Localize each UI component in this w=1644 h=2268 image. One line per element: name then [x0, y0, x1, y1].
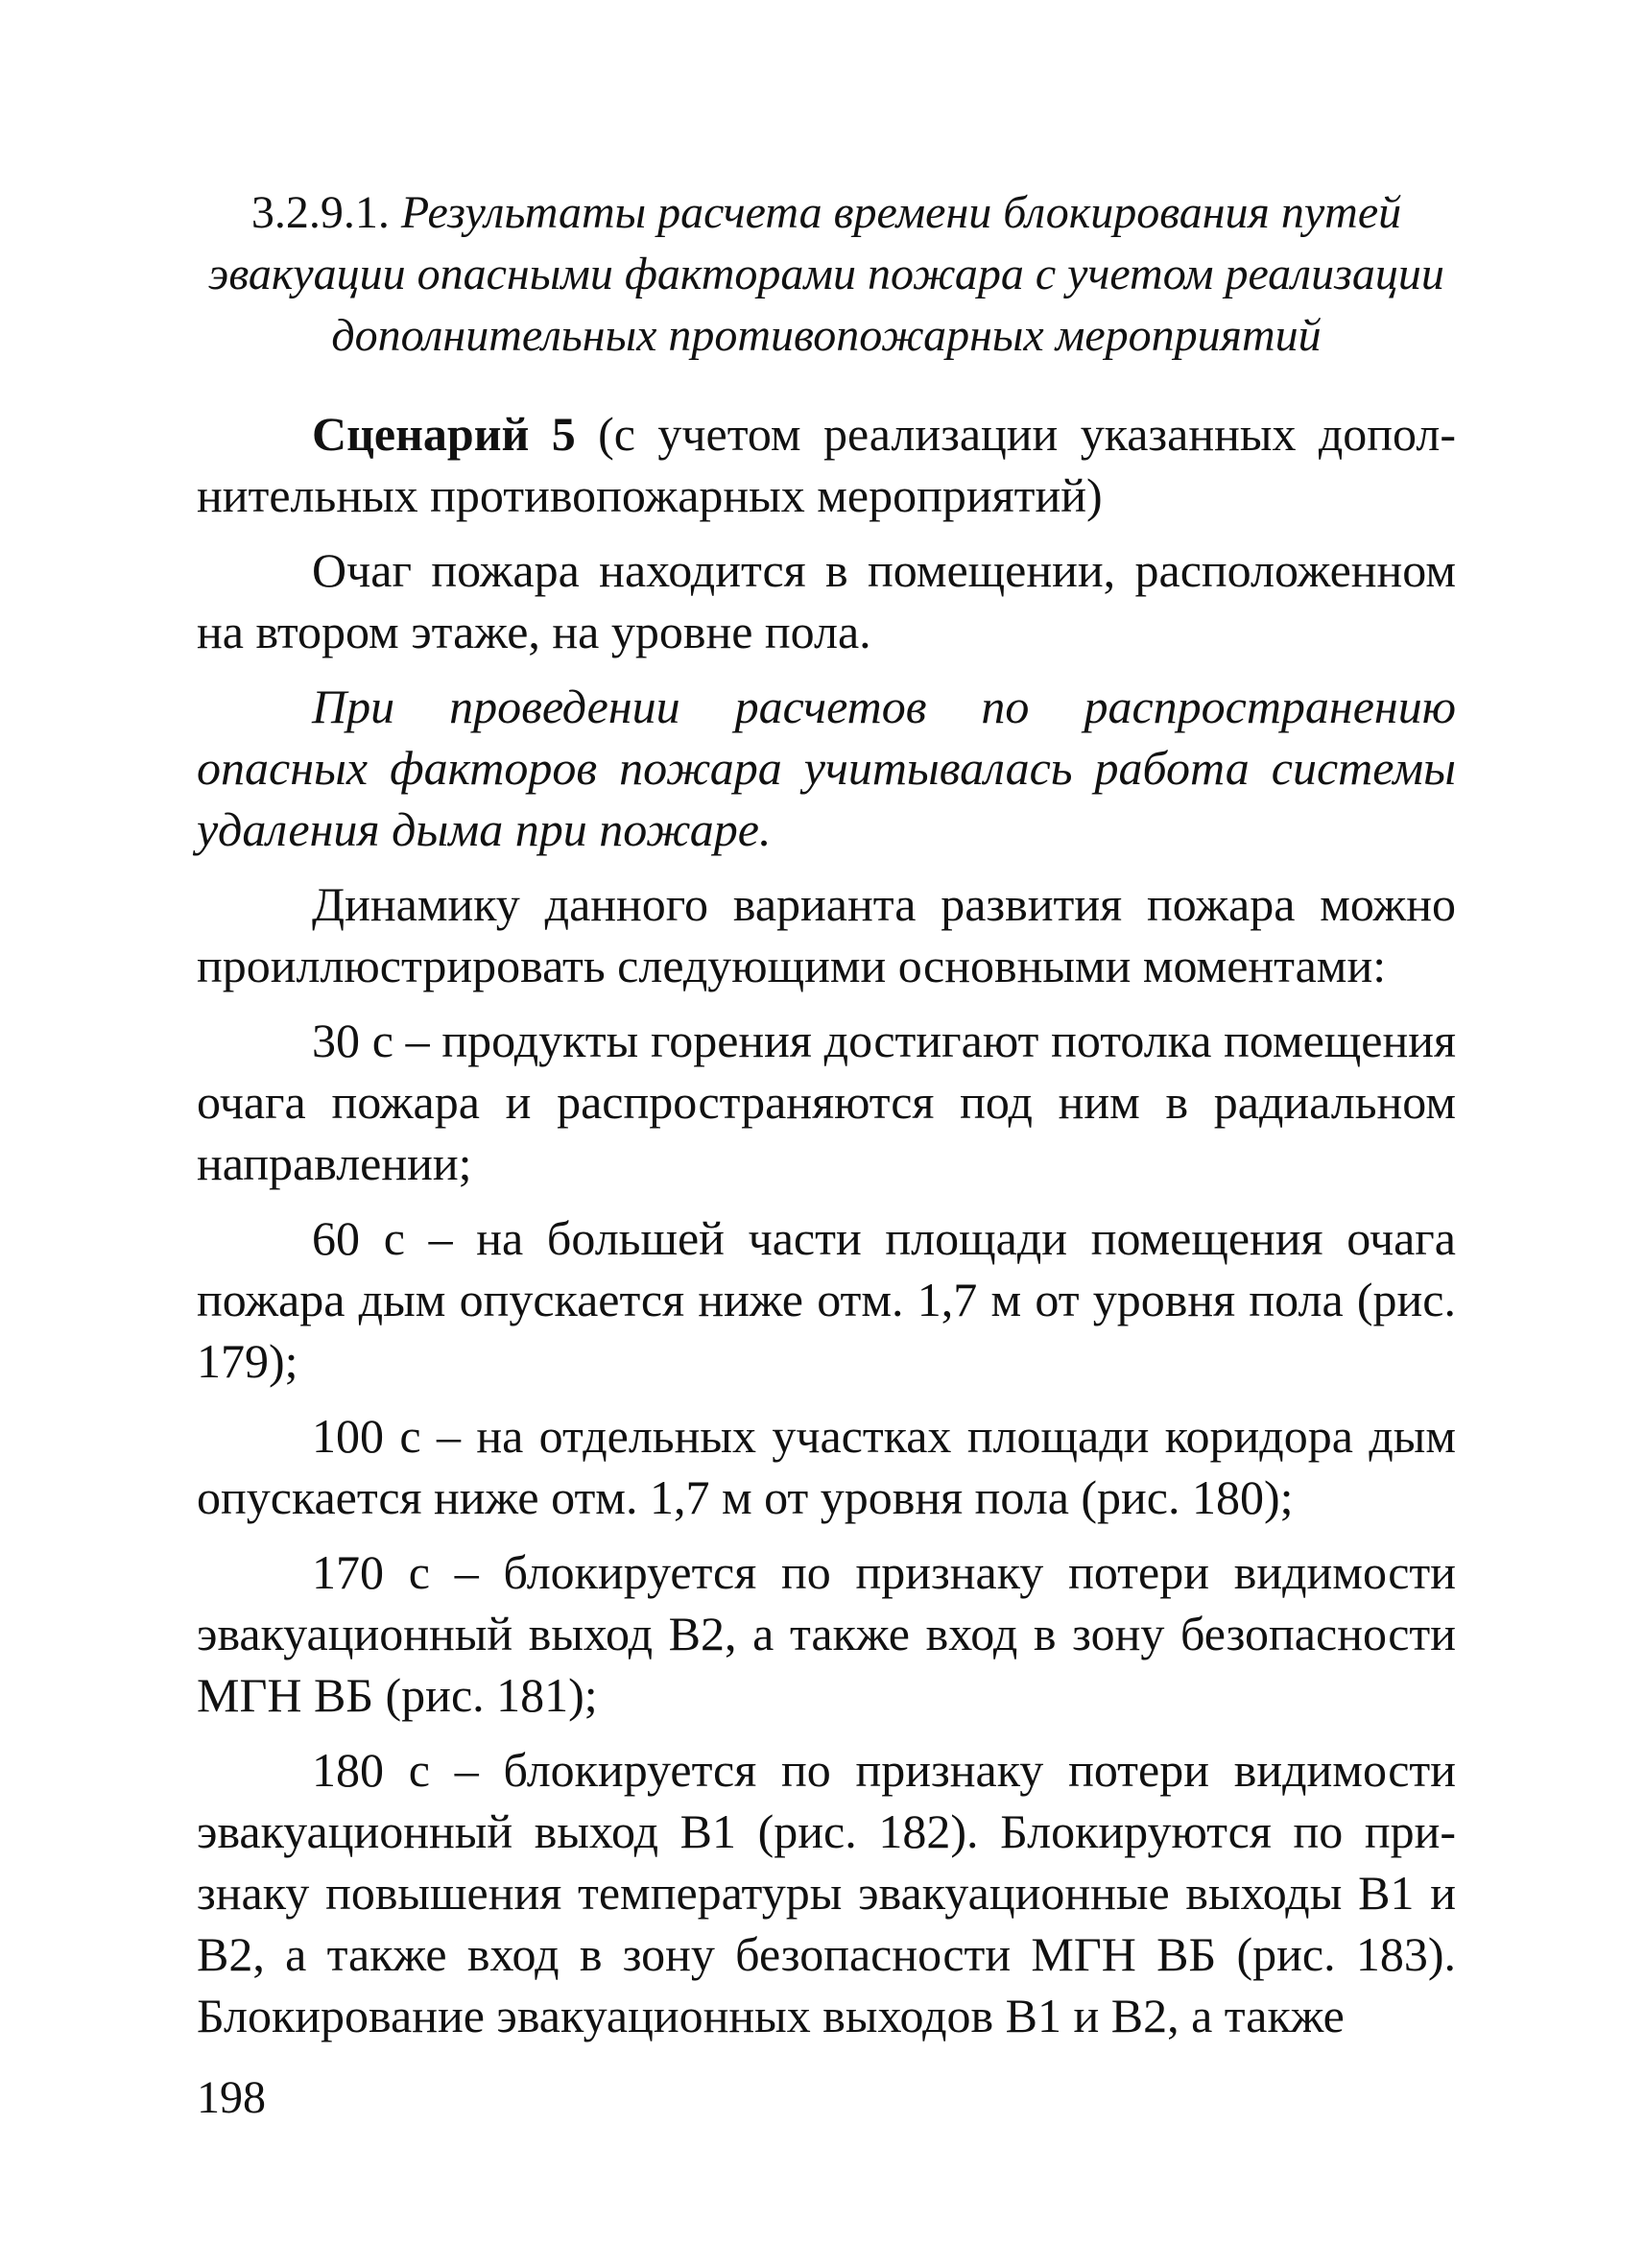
scenario-paragraph	[197, 403, 1456, 526]
paragraph-fire-location: Очаг пожара находится в помещении, расположенном на втором этаже, на уровне пола.	[197, 543, 1456, 658]
section-title: Результаты расчета времени блокирования путей эвакуации опасными факторами пожара с учетом реализации дополнительных противопожарных мероприятий	[208, 187, 1444, 361]
paragraph-moment-170s: 170 с – блокируется по признаку потери видимости эвакуационный выход В2, а также вход в зону безопасности МГН ВБ (рис. 181);	[197, 1545, 1456, 1722]
paragraph-moment-100s: 100 с – на отдельных участках площади коридора дым опускается ниже отм. 1,7 м от уровня пола (рис. 180);	[197, 1409, 1456, 1524]
scenario-label: Сценарий 5	[312, 407, 576, 461]
page-number: 198	[197, 2072, 266, 2123]
paragraph-moment-180s: 180 с – блокируется по признаку потери видимости эвакуационный выход В1 (рис. 182). Блокируются по признаку повышения температуры эвакуационные выходы В1 и В2, а также вход в зону безопасности МГН ВБ (рис. 183). Блокирование эвакуационных выходов В1 и В2, а также	[197, 1743, 1456, 2042]
section-heading	[197, 182, 1456, 367]
paragraph-smoke-removal-note: При проведении расчетов по распространению опасных факторов пожара учитывалась работа системы удаления дыма при пожаре.	[197, 680, 1456, 856]
section-number: 3.2.9.1.	[250, 187, 390, 238]
document-page	[197, 182, 1456, 2060]
scenario-text: (с учетом реализации указанных дополнительных противопожарных мероприятий)	[197, 407, 1457, 522]
paragraph-dynamics-intro: Динамику данного варианта развития пожара можно проиллюстрировать следующими основными моментами:	[197, 877, 1456, 992]
paragraph-moment-30s: 30 с – продукты горения достигают потолка помещения очага пожара и распространяются под ним в радиальном направлении;	[197, 1014, 1456, 1190]
paragraph-moment-60s: 60 с – на большей части площади помещения очага пожара дым опускается ниже отм. 1,7 м от уровня пола (рис. 179);	[197, 1211, 1456, 1388]
